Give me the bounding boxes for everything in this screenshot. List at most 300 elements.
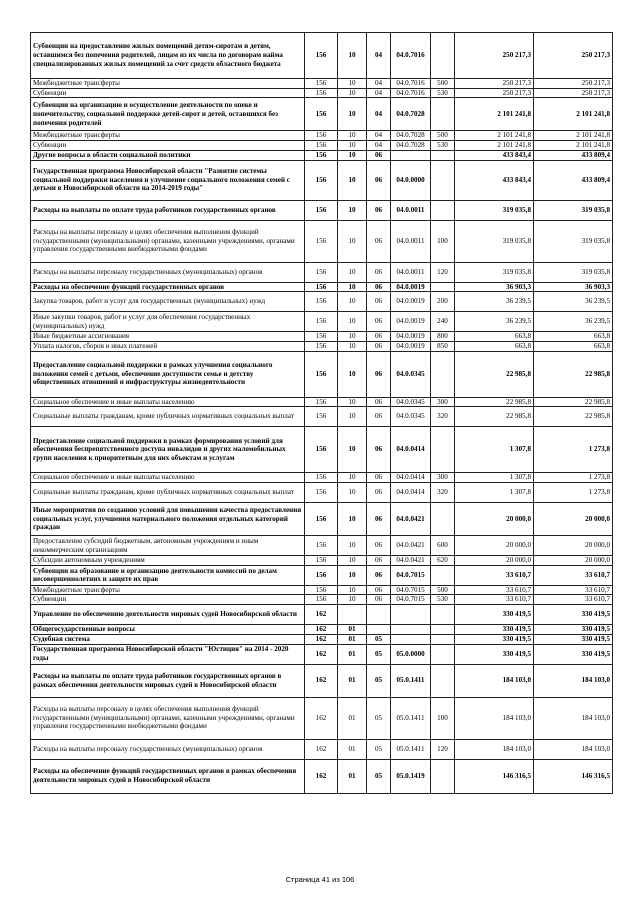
- amount-executed: 22 985,8: [534, 407, 613, 427]
- row-name: Межбюджетные трансферты: [31, 131, 305, 141]
- amount-planned: 20 000,0: [455, 556, 534, 566]
- row-name: Предоставление субсидий бюджетным, автономным учреждениям и иным некоммерческим организациям: [31, 536, 305, 556]
- target-article-code: 04.0.0019: [391, 282, 431, 292]
- target-article-code: [391, 605, 431, 625]
- row-name: Предоставление социальной поддержки в рамках формирования условий для обеспечения беспрепятственного доступа инвалидов и других маломобильных групп населения к приоритетным для них объектам и услугам: [31, 427, 305, 473]
- row-name: Государственная программа Новосибирской области "Юстиция" на 2014 - 2020 годы: [31, 644, 305, 664]
- row-name: Иные мероприятия по созданию условий для повышения качества предоставления социальных услуг, улучшения материального положения отдельных категорий граждан: [31, 503, 305, 536]
- amount-planned: 319 035,8: [455, 262, 534, 282]
- section-code: 01: [338, 625, 367, 635]
- section-code: 01: [338, 759, 367, 793]
- section-code: 10: [338, 473, 367, 483]
- amount-executed: 184 103,0: [534, 739, 613, 759]
- row-name: Судебная система: [31, 634, 305, 644]
- amount-executed: 1 273,8: [534, 483, 613, 503]
- target-article-code: 04.0.0011: [391, 220, 431, 262]
- table-row: [31, 341, 613, 351]
- subsection-code: 06: [367, 585, 391, 595]
- section-code: 10: [338, 282, 367, 292]
- amount-planned: 663,8: [455, 332, 534, 342]
- amount-planned: 33 610,7: [455, 595, 534, 605]
- section-code: 10: [338, 220, 367, 262]
- amount-planned: 330 419,5: [455, 644, 534, 664]
- amount-executed: 663,8: [534, 332, 613, 342]
- section-code: 10: [338, 483, 367, 503]
- target-article-code: 04.0.0345: [391, 351, 431, 397]
- amount-planned: 2 101 241,8: [455, 98, 534, 131]
- target-article-code: 04.0.0421: [391, 503, 431, 536]
- subsection-code: 06: [367, 473, 391, 483]
- amount-planned: 250 217,3: [455, 33, 534, 79]
- ministry-code: 162: [305, 664, 338, 697]
- row-name: Общегосударственные вопросы: [31, 625, 305, 635]
- section-code: 10: [338, 312, 367, 332]
- amount-executed: 433 809,4: [534, 160, 613, 200]
- target-article-code: 04.0.0011: [391, 262, 431, 282]
- table-row: [31, 98, 613, 131]
- row-name: Иные бюджетные ассигнования: [31, 332, 305, 342]
- amount-executed: 20 000,0: [534, 536, 613, 556]
- subsection-code: 06: [367, 312, 391, 332]
- row-name: Субсидии автономным учреждениям: [31, 556, 305, 566]
- target-article-code: 04.0.0000: [391, 160, 431, 200]
- amount-planned: 33 610,7: [455, 585, 534, 595]
- expense-type-code: 530: [431, 595, 455, 605]
- target-article-code: 04.0.0414: [391, 473, 431, 483]
- amount-planned: 330 419,5: [455, 605, 534, 625]
- table-row: [31, 536, 613, 556]
- subsection-code: 05: [367, 697, 391, 739]
- table-row: [31, 644, 613, 664]
- section-code: 01: [338, 644, 367, 664]
- amount-planned: 33 610,7: [455, 565, 534, 585]
- ministry-code: 156: [305, 312, 338, 332]
- expense-type-code: [431, 351, 455, 397]
- row-name: Социальное обеспечение и иные выплаты населению: [31, 473, 305, 483]
- target-article-code: 04.0.0011: [391, 200, 431, 220]
- ministry-code: 162: [305, 644, 338, 664]
- table-row: [31, 503, 613, 536]
- table-row: [31, 131, 613, 141]
- target-article-code: 04.0.0019: [391, 341, 431, 351]
- row-name: Субвенции на образование и организацию деятельности комиссий по делам несовершеннолетних и защите их прав: [31, 565, 305, 585]
- amount-planned: 319 035,8: [455, 220, 534, 262]
- ministry-code: 162: [305, 634, 338, 644]
- subsection-code: [367, 605, 391, 625]
- subsection-code: 06: [367, 150, 391, 160]
- target-article-code: 04.0.7016: [391, 88, 431, 98]
- table-row: [31, 427, 613, 473]
- row-name: Социальное обеспечение и иные выплаты населению: [31, 397, 305, 407]
- subsection-code: 06: [367, 332, 391, 342]
- expense-type-code: 600: [431, 536, 455, 556]
- section-code: 10: [338, 262, 367, 282]
- ministry-code: 156: [305, 292, 338, 312]
- amount-planned: 146 316,5: [455, 759, 534, 793]
- table-row: [31, 634, 613, 644]
- expense-type-code: 320: [431, 407, 455, 427]
- target-article-code: 04.0.0414: [391, 483, 431, 503]
- section-code: 10: [338, 141, 367, 151]
- row-name: Управление по обеспечению деятельности мировых судей Новосибирской области: [31, 605, 305, 625]
- section-code: [338, 605, 367, 625]
- section-code: 10: [338, 160, 367, 200]
- amount-planned: 433 843,4: [455, 150, 534, 160]
- row-name: Субвенции: [31, 595, 305, 605]
- ministry-code: 156: [305, 397, 338, 407]
- target-article-code: 05.0.1411: [391, 664, 431, 697]
- target-article-code: 04.0.0019: [391, 292, 431, 312]
- subsection-code: 05: [367, 759, 391, 793]
- budget-table-body: [31, 33, 613, 794]
- expense-type-code: [431, 282, 455, 292]
- row-name: Государственная программа Новосибирской области "Развитие системы социальной поддержки населения и улучшение социального положения семей с детьми в Новосибирской области на 2014-2019 годы": [31, 160, 305, 200]
- subsection-code: 05: [367, 739, 391, 759]
- target-article-code: 04.0.7015: [391, 565, 431, 585]
- subsection-code: 06: [367, 595, 391, 605]
- ministry-code: 162: [305, 605, 338, 625]
- subsection-code: 06: [367, 200, 391, 220]
- row-name: Расходы на выплаты персоналу государственных (муниципальных) органов: [31, 739, 305, 759]
- section-code: 10: [338, 292, 367, 312]
- ministry-code: 156: [305, 200, 338, 220]
- target-article-code: 04.0.7028: [391, 131, 431, 141]
- amount-executed: 22 985,8: [534, 351, 613, 397]
- ministry-code: 156: [305, 332, 338, 342]
- table-row: [31, 397, 613, 407]
- amount-executed: 250 217,3: [534, 88, 613, 98]
- amount-planned: 1 307,8: [455, 427, 534, 473]
- amount-executed: 319 035,8: [534, 220, 613, 262]
- amount-executed: 33 610,7: [534, 595, 613, 605]
- expense-type-code: [431, 427, 455, 473]
- subsection-code: 05: [367, 664, 391, 697]
- subsection-code: 06: [367, 351, 391, 397]
- target-article-code: 04.0.0421: [391, 536, 431, 556]
- expense-type-code: 240: [431, 312, 455, 332]
- expense-type-code: 500: [431, 585, 455, 595]
- expense-type-code: 100: [431, 220, 455, 262]
- amount-planned: 663,8: [455, 341, 534, 351]
- ministry-code: 156: [305, 150, 338, 160]
- row-name: Расходы на обеспечение функций государственных органов: [31, 282, 305, 292]
- amount-executed: 33 610,7: [534, 565, 613, 585]
- expense-type-code: [431, 565, 455, 585]
- amount-executed: 319 035,8: [534, 262, 613, 282]
- table-row: [31, 79, 613, 89]
- table-row: [31, 88, 613, 98]
- table-row: [31, 220, 613, 262]
- subsection-code: 04: [367, 33, 391, 79]
- ministry-code: 156: [305, 473, 338, 483]
- page-footer: Страница 41 из 106: [285, 875, 355, 884]
- expense-type-code: [431, 150, 455, 160]
- row-name: Межбюджетные трансферты: [31, 79, 305, 89]
- ministry-code: 156: [305, 341, 338, 351]
- amount-executed: 20 000,0: [534, 556, 613, 566]
- amount-executed: 433 809,4: [534, 150, 613, 160]
- section-code: 10: [338, 427, 367, 473]
- subsection-code: 04: [367, 79, 391, 89]
- ministry-code: 162: [305, 697, 338, 739]
- subsection-code: 04: [367, 88, 391, 98]
- ministry-code: 162: [305, 759, 338, 793]
- amount-executed: 2 101 241,8: [534, 131, 613, 141]
- ministry-code: 156: [305, 483, 338, 503]
- amount-planned: 36 239,5: [455, 292, 534, 312]
- amount-planned: 2 101 241,8: [455, 131, 534, 141]
- row-name: Иные закупки товаров, работ и услуг для обеспечения государственных (муниципальных) нужд: [31, 312, 305, 332]
- expense-type-code: [431, 200, 455, 220]
- table-row: [31, 565, 613, 585]
- amount-executed: 330 419,5: [534, 605, 613, 625]
- table-row: [31, 739, 613, 759]
- target-article-code: 05.0.1411: [391, 739, 431, 759]
- amount-executed: 2 101 241,8: [534, 141, 613, 151]
- ministry-code: 156: [305, 282, 338, 292]
- target-article-code: 04.0.7015: [391, 585, 431, 595]
- amount-executed: 36 239,5: [534, 312, 613, 332]
- ministry-code: 156: [305, 220, 338, 262]
- amount-executed: 1 273,8: [534, 427, 613, 473]
- subsection-code: 05: [367, 644, 391, 664]
- subsection-code: 04: [367, 131, 391, 141]
- section-code: 10: [338, 536, 367, 556]
- amount-planned: 184 103,0: [455, 697, 534, 739]
- target-article-code: 04.0.7016: [391, 79, 431, 89]
- target-article-code: 04.0.0345: [391, 407, 431, 427]
- amount-executed: 250 217,3: [534, 33, 613, 79]
- subsection-code: 06: [367, 341, 391, 351]
- amount-executed: 663,8: [534, 341, 613, 351]
- amount-executed: 2 101 241,8: [534, 98, 613, 131]
- section-code: 10: [338, 131, 367, 141]
- ministry-code: 156: [305, 351, 338, 397]
- amount-executed: 1 273,8: [534, 473, 613, 483]
- subsection-code: 06: [367, 397, 391, 407]
- section-code: 01: [338, 739, 367, 759]
- subsection-code: 04: [367, 141, 391, 151]
- amount-planned: 250 217,3: [455, 79, 534, 89]
- row-name: Расходы на обеспечение функций государственных органов в рамках обеспечения деятельности мировых судей в Новосибирской области: [31, 759, 305, 793]
- row-name: Расходы на выплаты персоналу в целях обеспечения выполнения функций государственными (муниципальными) органами, казенными учреждениями, органами управления государственными внебюджетными фондами: [31, 697, 305, 739]
- table-row: [31, 262, 613, 282]
- ministry-code: 156: [305, 262, 338, 282]
- section-code: 01: [338, 697, 367, 739]
- amount-planned: 433 843,4: [455, 160, 534, 200]
- target-article-code: 04.0.7016: [391, 33, 431, 79]
- subsection-code: 06: [367, 220, 391, 262]
- amount-executed: 250 217,3: [534, 79, 613, 89]
- amount-executed: 330 419,5: [534, 644, 613, 664]
- amount-executed: 319 035,8: [534, 200, 613, 220]
- section-code: 10: [338, 98, 367, 131]
- row-name: Расходы на выплаты персоналу в целях обеспечения выполнения функций государственными (муниципальными) органами, казенными учреждениями, органами управления государственными внебюджетными фондами: [31, 220, 305, 262]
- amount-planned: 319 035,8: [455, 200, 534, 220]
- subsection-code: 06: [367, 427, 391, 473]
- ministry-code: 156: [305, 98, 338, 131]
- expense-type-code: [431, 503, 455, 536]
- amount-planned: 184 103,0: [455, 739, 534, 759]
- amount-planned: 22 985,8: [455, 397, 534, 407]
- amount-planned: 2 101 241,8: [455, 141, 534, 151]
- expense-type-code: [431, 605, 455, 625]
- row-name: Социальные выплаты гражданам, кроме публичных нормативных социальных выплат: [31, 483, 305, 503]
- section-code: 10: [338, 595, 367, 605]
- expense-type-code: 620: [431, 556, 455, 566]
- table-row: [31, 664, 613, 697]
- target-article-code: 04.0.7028: [391, 98, 431, 131]
- section-code: 01: [338, 664, 367, 697]
- target-article-code: 04.0.0414: [391, 427, 431, 473]
- section-code: 10: [338, 341, 367, 351]
- subsection-code: 05: [367, 634, 391, 644]
- amount-planned: 330 419,5: [455, 625, 534, 635]
- amount-planned: 20 000,0: [455, 503, 534, 536]
- ministry-code: 156: [305, 565, 338, 585]
- expense-type-code: 530: [431, 141, 455, 151]
- ministry-code: 156: [305, 585, 338, 595]
- ministry-code: 156: [305, 595, 338, 605]
- table-row: [31, 282, 613, 292]
- subsection-code: 06: [367, 407, 391, 427]
- table-row: [31, 150, 613, 160]
- row-name: Субвенции на организацию и осуществление деятельности по опеке и попечительству, социальной поддержке детей-сирот и детей, оставшихся без попечения родителей: [31, 98, 305, 131]
- table-row: [31, 200, 613, 220]
- subsection-code: 06: [367, 262, 391, 282]
- expense-type-code: 120: [431, 262, 455, 282]
- section-code: 10: [338, 565, 367, 585]
- subsection-code: 06: [367, 282, 391, 292]
- row-name: Социальные выплаты гражданам, кроме публичных нормативных социальных выплат: [31, 407, 305, 427]
- amount-planned: 184 103,0: [455, 664, 534, 697]
- expense-type-code: [431, 33, 455, 79]
- section-code: 10: [338, 79, 367, 89]
- amount-executed: 146 316,5: [534, 759, 613, 793]
- section-code: 10: [338, 332, 367, 342]
- subsection-code: 04: [367, 98, 391, 131]
- table-row: [31, 483, 613, 503]
- expense-type-code: [431, 664, 455, 697]
- target-article-code: 04.0.7015: [391, 595, 431, 605]
- row-name: Расходы на выплаты по оплате труда работников государственных органов в рамках обеспечения деятельности мировых судей в Новосибирской области: [31, 664, 305, 697]
- target-article-code: [391, 625, 431, 635]
- ministry-code: 162: [305, 625, 338, 635]
- ministry-code: 156: [305, 88, 338, 98]
- row-name: Уплата налогов, сборов и иных платежей: [31, 341, 305, 351]
- amount-planned: 1 307,8: [455, 483, 534, 503]
- expense-type-code: [431, 634, 455, 644]
- table-row: [31, 33, 613, 79]
- ministry-code: 156: [305, 131, 338, 141]
- ministry-code: 156: [305, 79, 338, 89]
- target-article-code: 04.0.0421: [391, 556, 431, 566]
- subsection-code: 06: [367, 160, 391, 200]
- table-row: [31, 697, 613, 739]
- budget-table: [30, 32, 613, 794]
- table-row: [31, 585, 613, 595]
- amount-executed: 36 903,3: [534, 282, 613, 292]
- row-name: Предоставление социальной поддержки в рамках улучшения социального положения семей с детьми, обеспечение доступности семье и детству общественных отношений и инфраструктуры жизнедеятельности: [31, 351, 305, 397]
- table-row: [31, 473, 613, 483]
- section-code: 10: [338, 200, 367, 220]
- section-code: 10: [338, 150, 367, 160]
- amount-executed: 20 000,0: [534, 503, 613, 536]
- amount-executed: 36 239,5: [534, 292, 613, 312]
- target-article-code: 05.0.0000: [391, 644, 431, 664]
- amount-planned: 36 239,5: [455, 312, 534, 332]
- target-article-code: 04.0.7028: [391, 141, 431, 151]
- expense-type-code: 320: [431, 483, 455, 503]
- table-row: [31, 312, 613, 332]
- expense-type-code: 300: [431, 397, 455, 407]
- amount-planned: 330 419,5: [455, 634, 534, 644]
- expense-type-code: 200: [431, 292, 455, 312]
- amount-planned: 250 217,3: [455, 88, 534, 98]
- amount-executed: 330 419,5: [534, 625, 613, 635]
- subsection-code: [367, 625, 391, 635]
- subsection-code: 06: [367, 565, 391, 585]
- expense-type-code: 100: [431, 697, 455, 739]
- target-article-code: 05.0.1411: [391, 697, 431, 739]
- section-code: 10: [338, 556, 367, 566]
- row-name: Расходы на выплаты по оплате труда работников государственных органов: [31, 200, 305, 220]
- table-row: [31, 332, 613, 342]
- expense-type-code: 850: [431, 341, 455, 351]
- ministry-code: 156: [305, 556, 338, 566]
- section-code: 10: [338, 88, 367, 98]
- ministry-code: 156: [305, 427, 338, 473]
- row-name: Другие вопросы в области социальной политики: [31, 150, 305, 160]
- amount-planned: 22 985,8: [455, 351, 534, 397]
- row-name: Субвенции: [31, 141, 305, 151]
- subsection-code: 06: [367, 483, 391, 503]
- amount-executed: 33 610,7: [534, 585, 613, 595]
- target-article-code: 04.0.0345: [391, 397, 431, 407]
- ministry-code: 156: [305, 503, 338, 536]
- subsection-code: 06: [367, 292, 391, 312]
- table-row: [31, 625, 613, 635]
- amount-executed: 22 985,8: [534, 397, 613, 407]
- table-row: [31, 407, 613, 427]
- expense-type-code: 530: [431, 88, 455, 98]
- amount-planned: 20 000,0: [455, 536, 534, 556]
- amount-planned: 1 307,8: [455, 473, 534, 483]
- row-name: Межбюджетные трансферты: [31, 585, 305, 595]
- amount-executed: 184 103,0: [534, 664, 613, 697]
- section-code: 01: [338, 634, 367, 644]
- amount-planned: 22 985,8: [455, 407, 534, 427]
- target-article-code: [391, 150, 431, 160]
- table-row: [31, 556, 613, 566]
- expense-type-code: [431, 644, 455, 664]
- row-name: Субвенции: [31, 88, 305, 98]
- target-article-code: 04.0.0019: [391, 312, 431, 332]
- amount-executed: 184 103,0: [534, 697, 613, 739]
- section-code: 10: [338, 585, 367, 595]
- section-code: 10: [338, 33, 367, 79]
- section-code: 10: [338, 351, 367, 397]
- subsection-code: 06: [367, 536, 391, 556]
- expense-type-code: 120: [431, 739, 455, 759]
- subsection-code: 06: [367, 556, 391, 566]
- amount-executed: 330 419,5: [534, 634, 613, 644]
- target-article-code: 04.0.0019: [391, 332, 431, 342]
- ministry-code: 156: [305, 141, 338, 151]
- expense-type-code: [431, 759, 455, 793]
- ministry-code: 156: [305, 407, 338, 427]
- target-article-code: 05.0.1419: [391, 759, 431, 793]
